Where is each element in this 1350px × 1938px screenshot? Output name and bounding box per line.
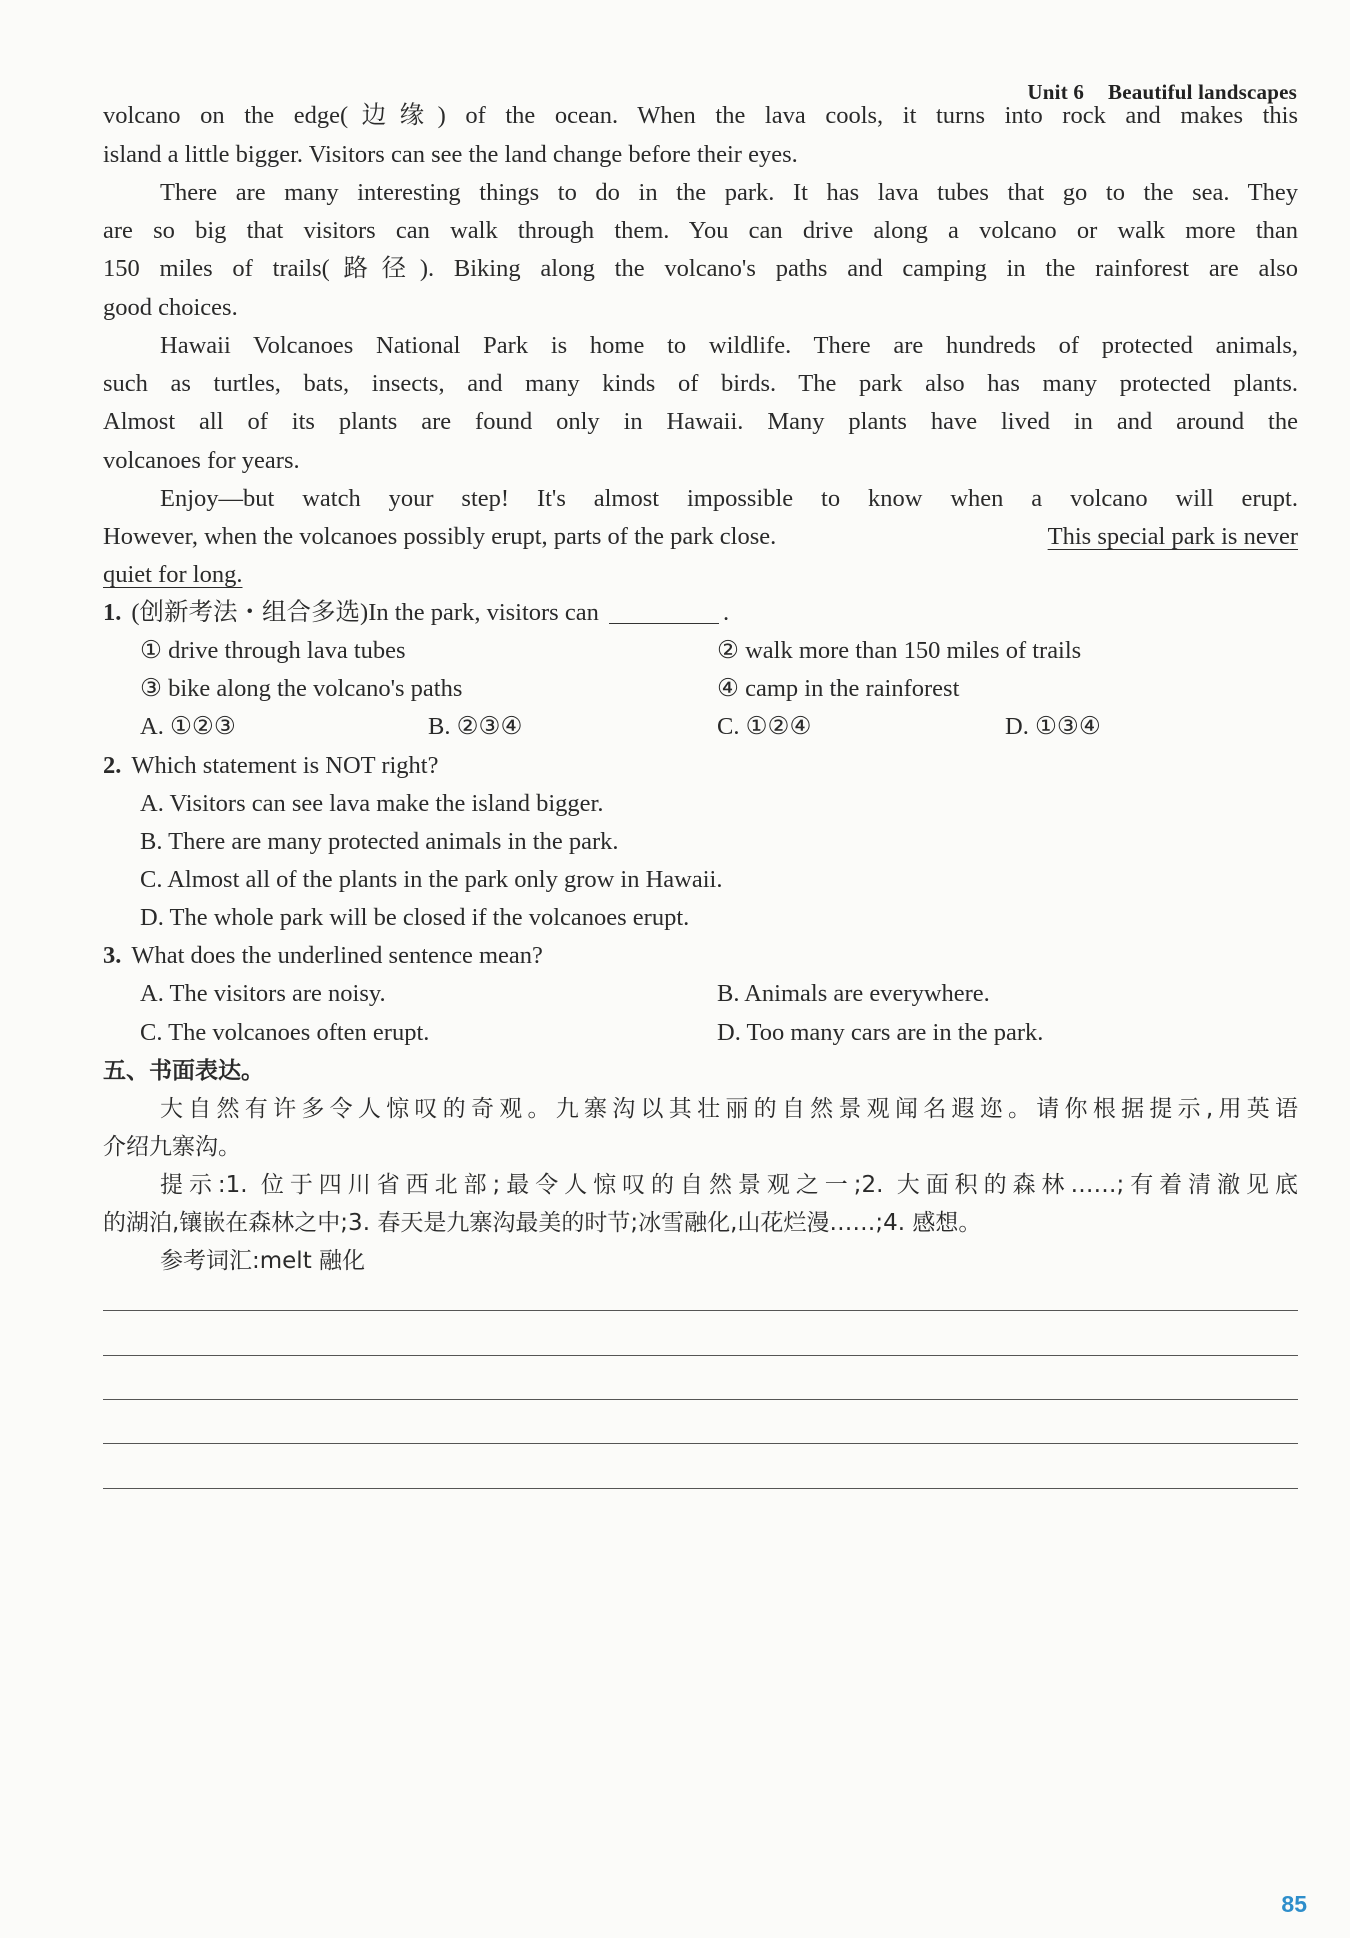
question-number: 3.	[103, 942, 122, 969]
question-number: 2.	[103, 752, 122, 779]
q2-option-b[interactable]: B. There are many protected animals in the park.	[140, 828, 619, 855]
q3-option-c[interactable]: C. The volcanoes often erupt.	[140, 1019, 430, 1046]
writing-line[interactable]	[103, 1399, 1298, 1400]
answer-blank[interactable]	[609, 601, 719, 624]
underlined-sentence-end: quiet for long.	[103, 561, 243, 588]
underlined-sentence: This special park is never	[1047, 523, 1298, 550]
q1-option-c[interactable]: C. ①②④	[717, 713, 812, 740]
passage-line	[103, 519, 1298, 555]
q2-option-c[interactable]: C. Almost all of the plants in the park only grow in Hawaii.	[140, 866, 723, 893]
q3-option-a[interactable]: A. The visitors are noisy.	[140, 980, 386, 1007]
q1-item: ③ bike along the volcano's paths	[140, 675, 463, 702]
question-text: Which statement is NOT right?	[131, 752, 439, 779]
q3-option-d[interactable]: D. Too many cars are in the park.	[717, 1019, 1044, 1046]
passage-line: Almost all of its plants are found only in Hawaii. Many plants have lived in and around the	[103, 408, 1298, 435]
passage-line: good choices.	[103, 294, 238, 321]
passage-line: Hawaii Volcanoes National Park is home to wildlife. There are hundreds of protected animals,	[160, 332, 1298, 359]
passage-line: such as turtles, bats, insects, and many kinds of birds. The park also has many protected plants.	[103, 370, 1298, 397]
passage-line: volcanoes for years.	[103, 447, 300, 474]
q1-item: ① drive through lava tubes	[140, 637, 406, 664]
passage-line: 150 miles of trails(路径). Biking along the volcano's paths and camping in the rainforest are also	[103, 255, 1298, 282]
passage-line	[103, 557, 1298, 593]
writing-line[interactable]	[103, 1443, 1298, 1444]
writing-intro: 介绍九寨沟。	[103, 1134, 241, 1160]
unit-title: Beautiful landscapes	[1108, 80, 1297, 104]
question-1	[103, 595, 1298, 631]
writing-hint: 提示:1. 位于四川省西北部;最令人惊叹的自然景观之一;2. 大面积的森林……;有着清澈见底	[160, 1172, 1298, 1198]
q1-option-d[interactable]: D. ①③④	[1005, 713, 1101, 740]
q1-item: ④ camp in the rainforest	[717, 675, 960, 702]
writing-line[interactable]	[103, 1488, 1298, 1489]
q2-option-a[interactable]: A. Visitors can see lava make the island bigger.	[140, 790, 604, 817]
passage-line: Enjoy—but watch your step! It's almost impossible to know when a volcano will erupt.	[160, 485, 1298, 512]
passage-text: However, when the volcanoes possibly erupt, parts of the park close.	[103, 523, 777, 550]
unit-label: Unit 6	[1027, 80, 1085, 104]
question-3	[103, 938, 1298, 974]
q1-option-b[interactable]: B. ②③④	[428, 713, 523, 740]
question-suffix: .	[722, 599, 730, 626]
section-heading: 五、书面表达。	[103, 1058, 264, 1084]
passage-line: volcano on the edge(边缘) of the ocean. When the lava cools, it turns into rock and makes this	[103, 102, 1298, 129]
q1-option-a[interactable]: A. ①②③	[140, 713, 236, 740]
question-number: 1.	[103, 599, 122, 626]
writing-line[interactable]	[103, 1355, 1298, 1356]
writing-line[interactable]	[103, 1310, 1298, 1311]
q1-item: ② walk more than 150 miles of trails	[717, 637, 1082, 664]
question-2	[103, 748, 1298, 784]
question-text: (创新考法・组合多选)In the park, visitors can	[131, 599, 599, 626]
q2-option-d[interactable]: D. The whole park will be closed if the volcanoes erupt.	[140, 904, 690, 931]
q3-option-b[interactable]: B. Animals are everywhere.	[717, 980, 990, 1007]
page-number: 85	[1281, 1891, 1307, 1917]
writing-hint: 的湖泊,镶嵌在森林之中;3. 春天是九寨沟最美的时节;冰雪融化,山花烂漫……;4. 感想。	[103, 1210, 982, 1236]
passage-line: are so big that visitors can walk through them. You can drive along a volcano or walk more than	[103, 217, 1298, 244]
writing-intro: 大自然有许多令人惊叹的奇观。九寨沟以其壮丽的自然景观闻名遐迩。请你根据提示,用英语	[160, 1096, 1298, 1122]
question-text: What does the underlined sentence mean?	[131, 942, 543, 969]
passage-line: There are many interesting things to do in the park. It has lava tubes that go to the sea. They	[160, 179, 1298, 206]
reference-vocab: 参考词汇:melt 融化	[160, 1248, 366, 1274]
passage-line: island a little bigger. Visitors can see the land change before their eyes.	[103, 141, 798, 168]
